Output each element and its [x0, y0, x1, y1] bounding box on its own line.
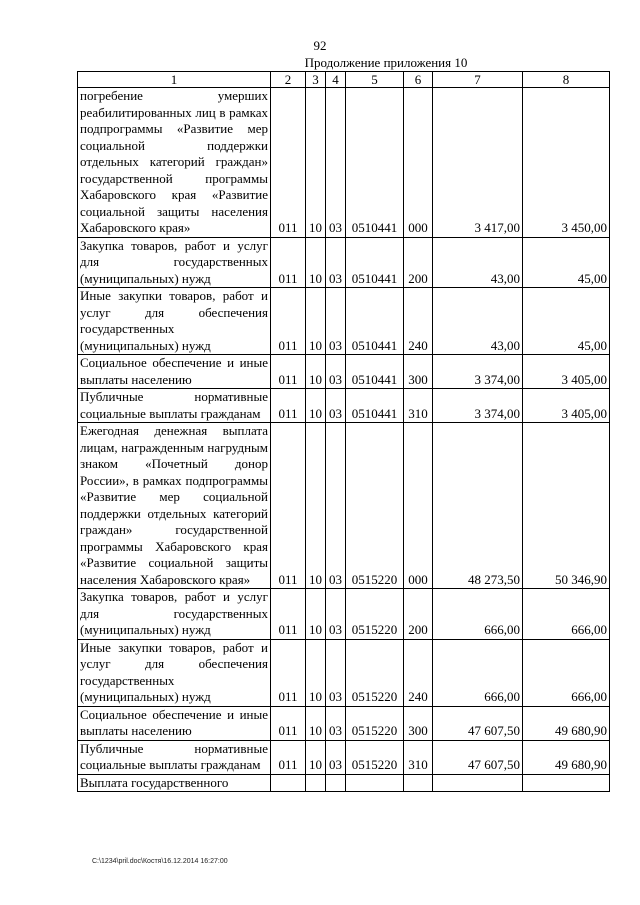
cell-amount-col7: 666,00 — [433, 639, 523, 706]
cell-amount-col7: 47 607,50 — [433, 740, 523, 774]
cell-ministry-code: 011 — [271, 88, 306, 238]
cell-subsection-code: 03 — [326, 88, 346, 238]
cell-target-article: 0515220 — [346, 740, 404, 774]
row-description: Иные закупки товаров, работ и услуг для обеспечения государственных (муниципальных) нужд — [78, 288, 271, 355]
cell-target-article: 0515220 — [346, 706, 404, 740]
cell-subsection-code: 03 — [326, 237, 346, 288]
cell-ministry-code: 011 — [271, 389, 306, 423]
row-description: Ежегодная денежная выплата лицам, награжденным нагрудным знаком «Почетный донор России», в рамках подпрограммы «Развитие мер социальной поддержки отдельных категорий граждан» государственной программы Хабаровского края «Развитие социальной защиты населения Хабаровского края» — [78, 423, 271, 589]
header-cell: 7 — [433, 72, 523, 88]
cell-subsection-code: 03 — [326, 639, 346, 706]
footer-file-path: C:\1234\pril.doc\Костя\16.12.2014 16:27:00 — [92, 858, 228, 865]
cell-section-code — [306, 774, 326, 792]
header-cell: 1 — [78, 72, 271, 88]
cell-subsection-code: 03 — [326, 355, 346, 389]
cell-ministry-code: 011 — [271, 423, 306, 589]
cell-amount-col8: 45,00 — [523, 237, 610, 288]
table-row — [78, 237, 610, 288]
cell-section-code: 10 — [306, 589, 326, 640]
cell-subsection-code: 03 — [326, 706, 346, 740]
cell-ministry-code: 011 — [271, 639, 306, 706]
cell-amount-col8: 49 680,90 — [523, 706, 610, 740]
cell-ministry-code: 011 — [271, 706, 306, 740]
cell-amount-col7: 43,00 — [433, 237, 523, 288]
cell-amount-col7: 666,00 — [433, 589, 523, 640]
cell-subsection-code: 03 — [326, 740, 346, 774]
cell-ministry-code — [271, 774, 306, 792]
cell-section-code: 10 — [306, 88, 326, 238]
cell-expense-type — [404, 774, 433, 792]
cell-amount-col7 — [433, 774, 523, 792]
cell-target-article — [346, 774, 404, 792]
header-cell: 8 — [523, 72, 610, 88]
cell-amount-col7: 48 273,50 — [433, 423, 523, 589]
table-row — [78, 288, 610, 355]
row-description: Публичные нормативные социальные выплаты гражданам — [78, 389, 271, 423]
row-description: Иные закупки товаров, работ и услуг для обеспечения государственных (муниципальных) нужд — [78, 639, 271, 706]
table-row — [78, 706, 610, 740]
budget-table — [77, 71, 610, 792]
table-row — [78, 423, 610, 589]
cell-amount-col8 — [523, 774, 610, 792]
table-row — [78, 740, 610, 774]
cell-amount-col8: 3 405,00 — [523, 355, 610, 389]
cell-amount-col8: 49 680,90 — [523, 740, 610, 774]
cell-expense-type: 200 — [404, 237, 433, 288]
continuation-title: Продолжение приложения 10 — [304, 55, 468, 70]
cell-ministry-code: 011 — [271, 740, 306, 774]
cell-amount-col7: 47 607,50 — [433, 706, 523, 740]
table-row — [78, 355, 610, 389]
row-description: Закупка товаров, работ и услуг для государственных (муниципальных) нужд — [78, 237, 271, 288]
cell-ministry-code: 011 — [271, 288, 306, 355]
cell-section-code: 10 — [306, 423, 326, 589]
cell-expense-type: 200 — [404, 589, 433, 640]
header-cell: 3 — [306, 72, 326, 88]
header-cell: 6 — [404, 72, 433, 88]
cell-expense-type: 310 — [404, 740, 433, 774]
page-number: 92 — [313, 38, 327, 53]
table-row — [78, 589, 610, 640]
cell-target-article: 0510441 — [346, 237, 404, 288]
cell-ministry-code: 011 — [271, 355, 306, 389]
cell-amount-col8: 3 405,00 — [523, 389, 610, 423]
cell-subsection-code: 03 — [326, 288, 346, 355]
row-description: Выплата государственного — [78, 774, 271, 792]
cell-expense-type: 300 — [404, 706, 433, 740]
cell-target-article: 0510441 — [346, 355, 404, 389]
table-row — [78, 639, 610, 706]
cell-target-article: 0510441 — [346, 389, 404, 423]
cell-amount-col8: 45,00 — [523, 288, 610, 355]
cell-amount-col8: 666,00 — [523, 589, 610, 640]
cell-expense-type: 300 — [404, 355, 433, 389]
cell-section-code: 10 — [306, 639, 326, 706]
cell-amount-col7: 43,00 — [433, 288, 523, 355]
cell-subsection-code: 03 — [326, 589, 346, 640]
header-row — [78, 72, 610, 88]
row-description: Социальное обеспечение и иные выплаты населению — [78, 355, 271, 389]
cell-target-article: 0515220 — [346, 423, 404, 589]
table-row — [78, 389, 610, 423]
cell-target-article: 0515220 — [346, 639, 404, 706]
cell-target-article: 0515220 — [346, 589, 404, 640]
cell-expense-type: 240 — [404, 639, 433, 706]
cell-section-code: 10 — [306, 288, 326, 355]
cell-subsection-code: 03 — [326, 389, 346, 423]
row-description: погребение умерших реабилитированных лиц в рамках подпрограммы «Развитие мер социальной поддержки отдельных категорий граждан» государственной программы Хабаровского края «Развитие социальной защиты населения Хабаровского края» — [78, 88, 271, 238]
cell-ministry-code: 011 — [271, 589, 306, 640]
cell-amount-col8: 666,00 — [523, 639, 610, 706]
row-description: Социальное обеспечение и иные выплаты населению — [78, 706, 271, 740]
cell-section-code: 10 — [306, 706, 326, 740]
cell-amount-col7: 3 374,00 — [433, 355, 523, 389]
cell-section-code: 10 — [306, 740, 326, 774]
cell-subsection-code: 03 — [326, 423, 346, 589]
cell-expense-type: 310 — [404, 389, 433, 423]
cell-expense-type: 000 — [404, 423, 433, 589]
cell-amount-col7: 3 417,00 — [433, 88, 523, 238]
row-description: Закупка товаров, работ и услуг для государственных (муниципальных) нужд — [78, 589, 271, 640]
row-description: Публичные нормативные социальные выплаты гражданам — [78, 740, 271, 774]
table-row — [78, 774, 610, 792]
cell-section-code: 10 — [306, 389, 326, 423]
header-cell: 2 — [271, 72, 306, 88]
cell-expense-type: 240 — [404, 288, 433, 355]
cell-section-code: 10 — [306, 355, 326, 389]
cell-amount-col8: 50 346,90 — [523, 423, 610, 589]
cell-amount-col7: 3 374,00 — [433, 389, 523, 423]
cell-ministry-code: 011 — [271, 237, 306, 288]
cell-target-article: 0510441 — [346, 88, 404, 238]
cell-expense-type: 000 — [404, 88, 433, 238]
table-row — [78, 88, 610, 238]
header-cell: 5 — [346, 72, 404, 88]
cell-section-code: 10 — [306, 237, 326, 288]
cell-amount-col8: 3 450,00 — [523, 88, 610, 238]
cell-subsection-code — [326, 774, 346, 792]
cell-target-article: 0510441 — [346, 288, 404, 355]
header-cell: 4 — [326, 72, 346, 88]
